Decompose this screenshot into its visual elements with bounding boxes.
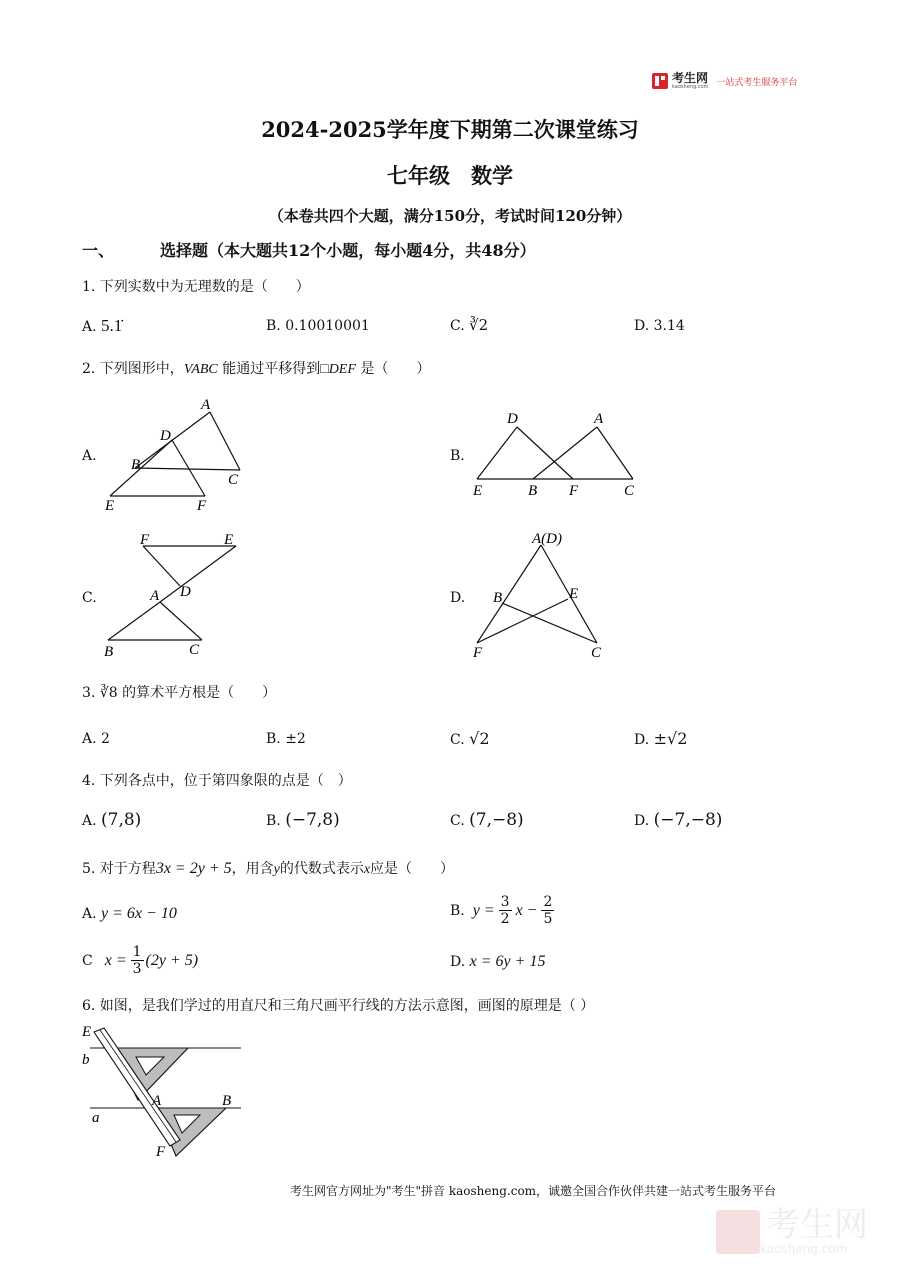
segment	[160, 602, 202, 640]
variable-x: x	[363, 862, 371, 877]
q1-option-d: D. 3.14	[634, 318, 685, 334]
page-title: 2024-2025学年度下期第二次课堂练习	[261, 117, 639, 142]
q5-option-a	[82, 905, 177, 923]
option-label: B.	[266, 813, 281, 829]
watermark-text: 考生网	[766, 1205, 868, 1245]
point-label: C	[228, 472, 239, 488]
ruler-edge	[100, 1030, 176, 1142]
logo-name: 考生网	[672, 71, 709, 85]
q4-option-d	[634, 810, 722, 830]
numerator: 3	[500, 894, 510, 910]
segment	[477, 599, 568, 643]
option-label: A.	[82, 813, 97, 829]
option-value: (7,−8)	[469, 810, 524, 830]
point-label: E	[82, 1024, 92, 1040]
variable-y: y	[273, 862, 280, 877]
denominator: 3	[132, 961, 142, 977]
stem-text: 的代数式表示	[279, 861, 364, 877]
option-value: x −	[515, 901, 538, 919]
option-value: √2	[469, 729, 490, 748]
footer-text: 考生网官方网址为"考生"拼音 kaosheng.com，诚邀全国合作伙伴共建一站式考生服务平台	[290, 1184, 777, 1198]
logo-icon	[652, 73, 668, 89]
q1-option-b: B. 0.10010001	[266, 318, 370, 334]
equation: 3x = 2y + 5	[155, 860, 232, 877]
q4-stem: 4. 下列各点中，位于第四象限的点是（ ）	[82, 773, 352, 789]
stem-text: 5. 对于方程	[82, 861, 156, 877]
option-value: ∛2	[469, 316, 489, 334]
option-label: D.	[450, 954, 466, 970]
triangle-abc: VABC	[183, 362, 218, 377]
option-value: ±√2	[653, 729, 688, 748]
q4-option-a	[82, 810, 141, 830]
q3-stem	[82, 682, 276, 702]
section-title: 选择题（本大题共12个小题，每小题4分，共48分）	[160, 241, 536, 260]
section-number: 一、	[82, 241, 115, 260]
option-value: y = 6x − 10	[101, 905, 177, 922]
segment	[135, 468, 240, 470]
q3-option-a: A. 2	[82, 731, 110, 747]
point-label: C	[591, 645, 602, 661]
q6-stem: 6. 如图，是我们学过的用直尺和三角尺画平行线的方法示意图，画图的原理是（ ）	[82, 998, 595, 1014]
point-label: a	[92, 1110, 100, 1126]
q2-option-c: C.	[82, 590, 97, 606]
q1-stem: 1. 下列实数中为无理数的是（ ）	[82, 279, 310, 295]
segment	[597, 427, 633, 479]
watermark-logo-icon	[716, 1210, 760, 1254]
brand-logo	[652, 72, 797, 90]
point-label: E	[224, 532, 234, 548]
option-value: x =	[104, 951, 127, 969]
option-label: C.	[450, 732, 465, 748]
point-label: F	[156, 1144, 166, 1160]
q5-stem	[82, 858, 454, 878]
stem-text: 应是（ ）	[370, 861, 455, 877]
segment	[143, 546, 180, 586]
point-label: B	[528, 483, 538, 499]
triangle-def: □DEF	[320, 362, 356, 377]
q6-figure	[76, 1018, 251, 1163]
point-label: F	[197, 498, 207, 514]
fraction	[131, 944, 144, 977]
watermark	[716, 1205, 868, 1256]
q4-option-c	[450, 810, 524, 830]
point-label: A	[594, 411, 604, 427]
segment	[172, 440, 205, 496]
stem-text: 能通过平移得到	[217, 361, 321, 377]
option-label: A.	[82, 319, 97, 335]
segment	[477, 545, 541, 643]
point-label: D	[180, 584, 191, 600]
option-value: 5.1̇	[101, 316, 123, 335]
point-label: C	[189, 642, 200, 658]
option-value: x = 6y + 15	[469, 953, 546, 970]
point-label: F	[140, 532, 150, 548]
option-label: D.	[634, 813, 650, 829]
point-label: A	[152, 1093, 162, 1109]
segment	[502, 603, 597, 643]
q5-option-d	[450, 953, 545, 971]
point-label: D	[160, 428, 171, 444]
q2-figure-b	[465, 405, 645, 500]
option-value: (2y + 5)	[145, 951, 199, 969]
point-label: D	[507, 411, 518, 427]
point-label: B	[104, 644, 114, 660]
denominator: 5	[543, 911, 553, 927]
q2-option-b: B.	[450, 448, 465, 464]
q5-option-b	[450, 894, 556, 927]
stem-text: 2. 下列图形中，	[82, 361, 184, 377]
point-label: E	[105, 498, 115, 514]
option-label: C.	[450, 318, 465, 334]
option-label: A.	[82, 906, 97, 922]
point-label: b	[82, 1052, 90, 1068]
segment	[477, 427, 517, 479]
point-label: F	[569, 483, 579, 499]
option-label: C	[82, 952, 93, 969]
q3-option-b: B. ±2	[266, 731, 306, 747]
segment	[108, 602, 160, 640]
point-label: F	[473, 645, 483, 661]
fraction	[541, 894, 554, 927]
stem-text: 的算术平方根是（ ）	[122, 685, 277, 701]
segment	[160, 546, 236, 602]
stem-text: ，用含	[231, 861, 274, 877]
option-value: y =	[472, 901, 495, 919]
point-label: E	[473, 483, 483, 499]
numerator: 1	[132, 944, 142, 960]
stem-root: ∛8	[99, 685, 118, 701]
segment	[210, 412, 240, 470]
q2-stem	[82, 358, 430, 378]
q5-option-c	[82, 944, 198, 977]
section-heading	[82, 238, 536, 261]
option-value: (7,8)	[101, 810, 142, 830]
q2-option-d: D.	[450, 590, 466, 606]
point-label: E	[569, 586, 579, 602]
option-label: B.	[450, 902, 465, 919]
point-label: B	[222, 1093, 232, 1109]
option-value: (−7,−8)	[653, 810, 723, 830]
point-label: B	[493, 590, 503, 606]
q1-option-a	[82, 316, 122, 336]
numerator: 2	[543, 894, 553, 910]
q3-option-d	[634, 729, 687, 748]
q2-figure-a	[95, 392, 255, 517]
q4-option-b	[266, 810, 340, 830]
point-label: A	[150, 588, 160, 604]
q2-figure-d	[465, 525, 625, 665]
point-label: A(D)	[532, 531, 562, 547]
watermark-domain: kaosheng.com	[760, 1242, 848, 1256]
q2-figure-c	[98, 528, 258, 663]
point-label: C	[624, 483, 635, 499]
option-label: D.	[634, 732, 650, 748]
q3-option-c	[450, 729, 490, 748]
point-label: B	[131, 457, 141, 473]
q1-option-c	[450, 316, 488, 334]
q2-option-a: A.	[82, 448, 97, 464]
denominator: 2	[500, 911, 510, 927]
point-label: A	[201, 397, 211, 413]
logo-slogan: 一站式考生服务平台	[716, 77, 798, 88]
option-label: C.	[450, 813, 465, 829]
fraction	[499, 894, 512, 927]
option-value: (−7,8)	[285, 810, 340, 830]
page-subtitle: 七年级 数学	[387, 163, 513, 188]
stem-text: 是（ ）	[355, 361, 431, 377]
logo-domain: kaosheng.com	[672, 84, 709, 90]
exam-note: （本卷共四个大题，满分150分，考试时间120分钟）	[268, 207, 632, 225]
question-number: 3.	[82, 685, 96, 701]
